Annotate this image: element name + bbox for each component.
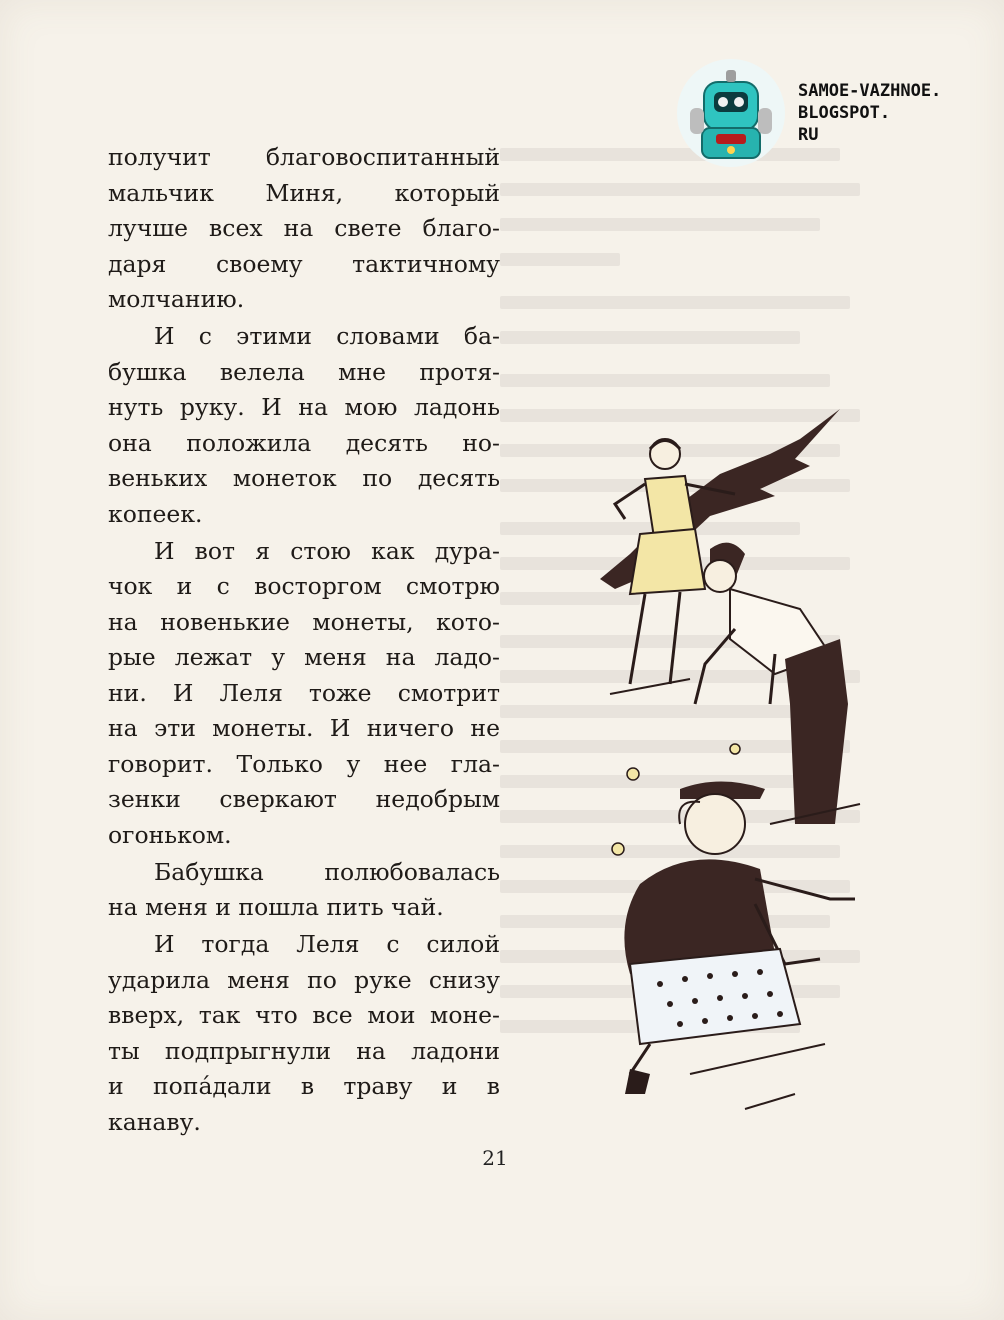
text-line: на новенькие монеты, кото- bbox=[108, 607, 500, 636]
text-line: ты подпрыгнули на ладони bbox=[108, 1036, 500, 1065]
flower bbox=[730, 744, 740, 754]
robot-toy-icon bbox=[676, 58, 786, 168]
grandmother-figure bbox=[624, 782, 855, 1110]
text-line: на эти монеты. И ничего не bbox=[108, 714, 500, 742]
text-line: копеек. bbox=[108, 499, 203, 528]
text-line: И вот я стою как дура- bbox=[154, 536, 500, 565]
flower bbox=[627, 768, 639, 780]
text-line: канаву. bbox=[108, 1107, 201, 1136]
text-line: ударила меня по руке снизу bbox=[108, 965, 500, 994]
text-line: ни. И Леля тоже смотрит bbox=[108, 678, 500, 707]
text-line: молчанию. bbox=[108, 285, 245, 313]
paragraph bbox=[108, 140, 500, 318]
watermark-text bbox=[798, 80, 941, 146]
text-line: вверх, так что все мои моне- bbox=[108, 1001, 500, 1029]
text-line: на меня и пошла пить чай. bbox=[108, 893, 444, 921]
text-line: говорит. Только у нее гла- bbox=[108, 749, 500, 778]
text-line: даря своему тактичному bbox=[108, 249, 500, 278]
text-line: И с этими словами ба- bbox=[154, 322, 500, 350]
watermark-line: RU bbox=[798, 125, 819, 145]
text-line: веньких монеток по десять bbox=[108, 464, 500, 492]
text-line: мальчик Миня, который bbox=[108, 178, 500, 207]
text-line: огоньком. bbox=[108, 820, 232, 849]
text-line: бушка велела мне протя- bbox=[108, 357, 500, 386]
text-line: она положила десять но- bbox=[108, 428, 500, 457]
text-line: Бабушка полюбовалась bbox=[154, 857, 500, 886]
text-line: зенки сверкают недобрым bbox=[108, 785, 500, 813]
text-line: лучше всех на свете благо- bbox=[108, 214, 500, 242]
paragraph bbox=[108, 534, 500, 854]
text-line: получит благовоспитанный bbox=[108, 143, 500, 171]
paragraph bbox=[108, 927, 500, 1140]
watermark-line: BLOGSPOT. bbox=[798, 103, 891, 123]
page-number: 21 bbox=[482, 1146, 508, 1170]
flower bbox=[612, 843, 624, 855]
text-line: И тогда Леля с силой bbox=[154, 930, 500, 958]
text-line: и попа́дали в траву и в bbox=[108, 1072, 500, 1100]
paragraph bbox=[108, 319, 500, 532]
text-line: рые лежат у меня на ладо- bbox=[108, 643, 500, 671]
text-line: нуть руку. И на мою ладонь bbox=[108, 393, 500, 421]
watermark-line: SAMOE-VAZHNOE. bbox=[798, 81, 942, 101]
text-line: чок и с восторгом смотрю bbox=[108, 572, 500, 600]
story-illustration bbox=[570, 404, 870, 1134]
paragraph bbox=[108, 855, 500, 926]
body-text bbox=[108, 140, 500, 1142]
watermark bbox=[676, 58, 976, 168]
